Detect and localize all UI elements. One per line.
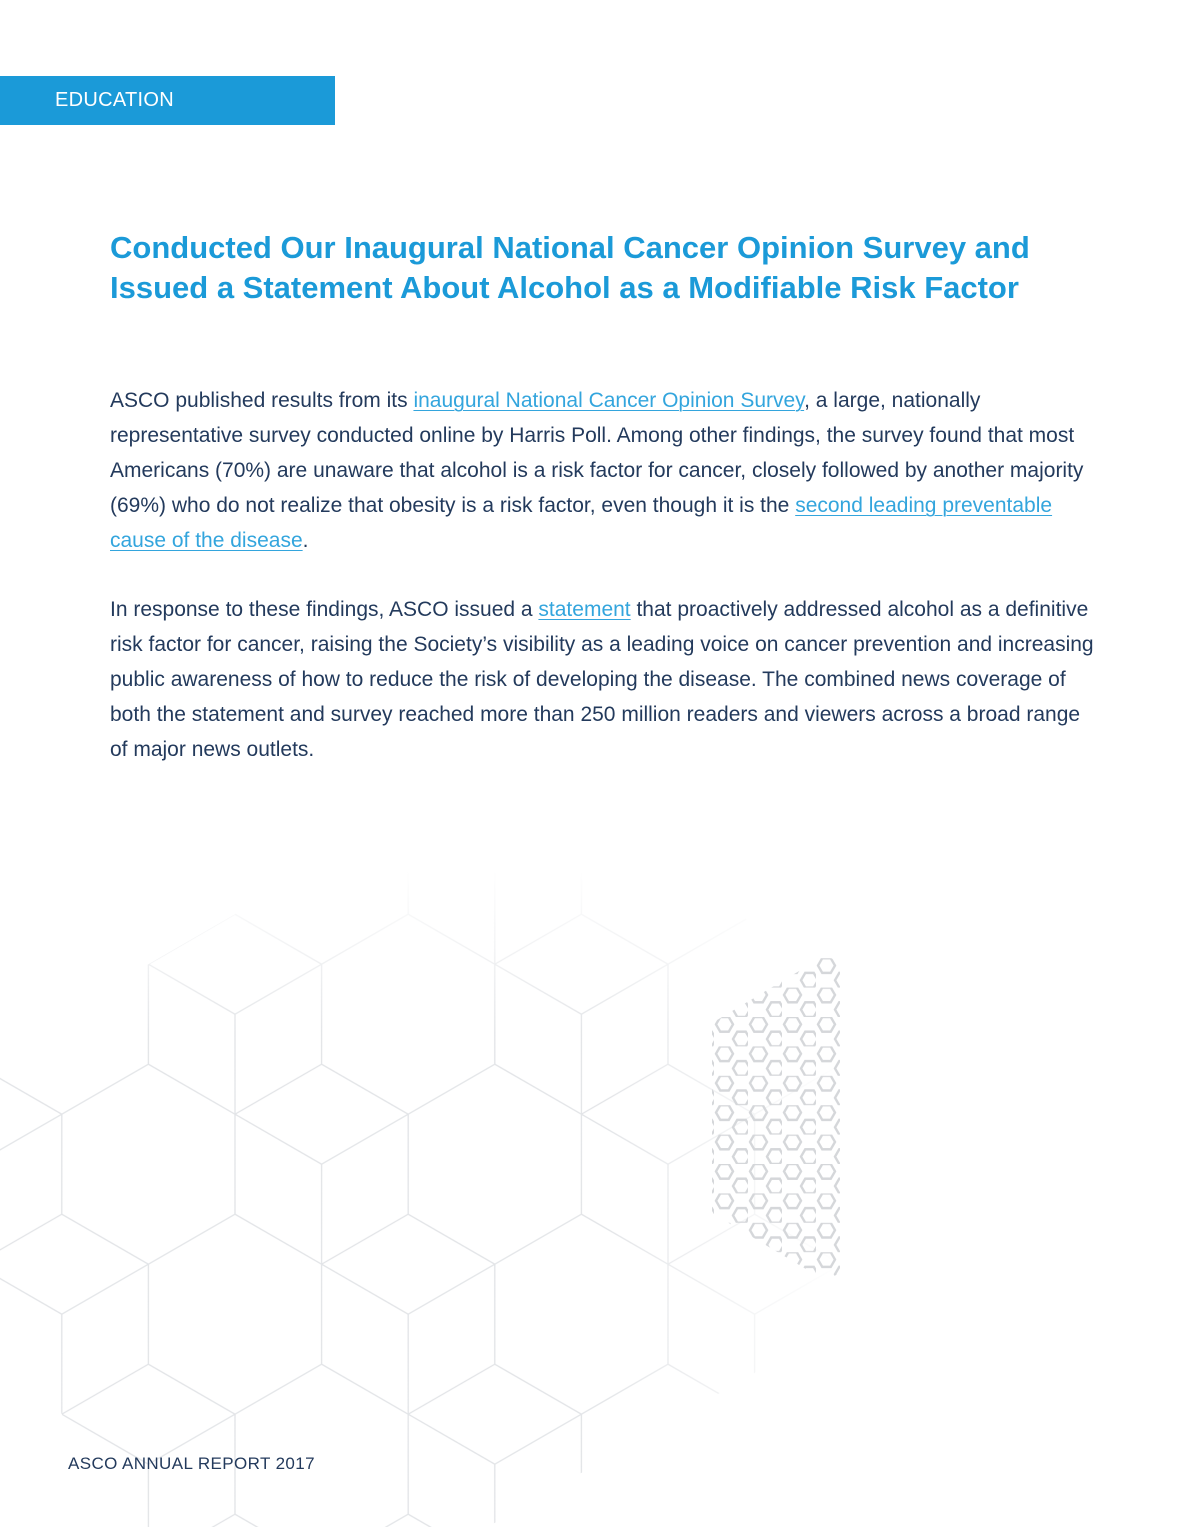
hexagon-pattern-graphic xyxy=(0,870,840,1527)
survey-link[interactable]: inaugural National Cancer Opinion Survey xyxy=(413,389,805,412)
section-label: EDUCATION xyxy=(55,89,174,111)
page-title: Conducted Our Inaugural National Cancer Opinion Survey and Issued a Statement About Alcohol as a Modifiable Risk Factor xyxy=(110,230,1030,305)
paragraph-text: . xyxy=(302,529,309,552)
paragraph-text: that proactively addressed alcohol as a definitive risk factor for cancer, raising the Society’s visibility as a leading voice on cancer prevention and increasing public awareness of how to reduce the risk of developing the disease. The combined news coverage of both the statement and survey reached more than 250 million readers and viewers across a broad range of major news outlets. xyxy=(110,598,1094,761)
paragraph-text: ASCO published results from its xyxy=(110,389,414,412)
paragraph-statement xyxy=(110,592,1095,767)
section-tab xyxy=(0,76,335,125)
paragraph-survey xyxy=(110,383,1095,558)
preventable-cause-link[interactable]: second leading preventable cause of the disease xyxy=(110,494,1053,552)
statement-link[interactable]: statement xyxy=(538,598,631,621)
footer-report-title: ASCO ANNUAL REPORT 2017 xyxy=(68,1454,315,1473)
paragraph-text: , a large, nationally representative survey conducted online by Harris Poll. Among other findings, the survey found that most Americans (70%) are unaware that alcohol is a risk factor for cancer, closely followed by another majority (69%) who do not realize that obesity is a risk factor, even though it is the xyxy=(110,389,1084,517)
paragraph-text: In response to these findings, ASCO issued a xyxy=(110,598,539,621)
